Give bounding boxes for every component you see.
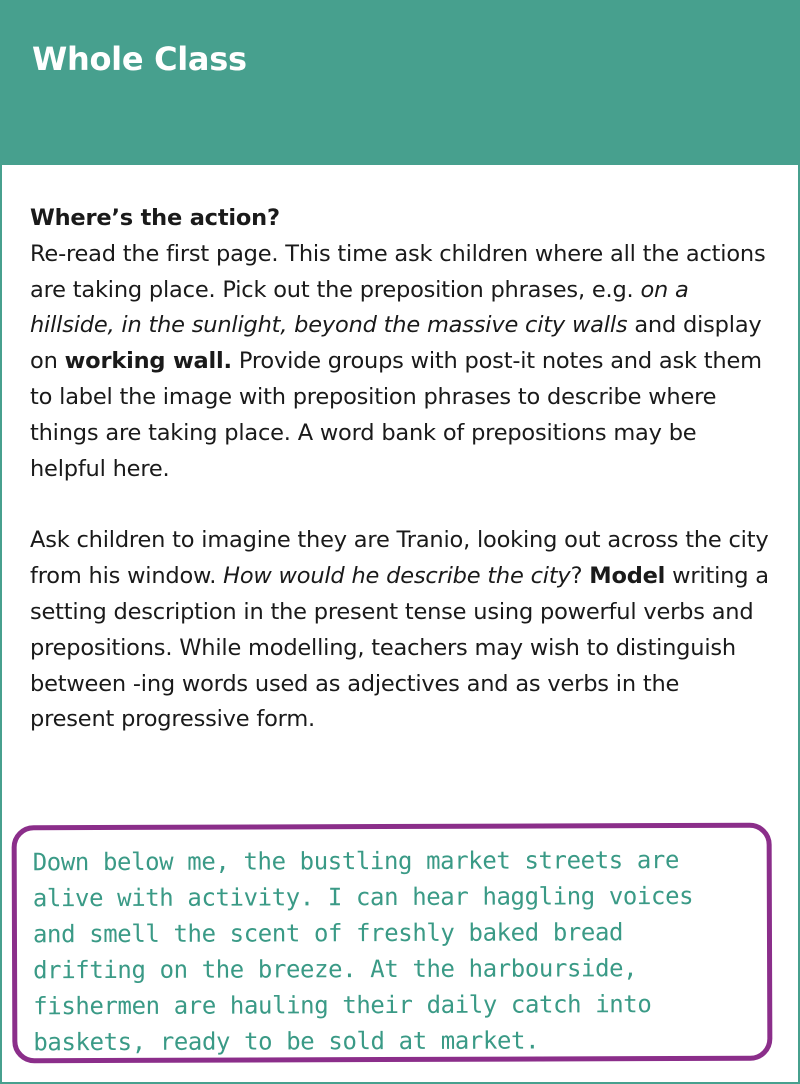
example-line: baskets, ready to be sold at market. (33, 1026, 540, 1057)
card-header (2, 2, 798, 165)
p1-text-c: Provide groups with post-it notes and ask them to label the image with preposition phrases to describe where things are taking place. A word bank of prepositions may be helpful here. (30, 348, 762, 482)
p2-text-a: Ask children to imagine they are Tranio, looking out across the city from his window. (30, 527, 769, 590)
p2-italic-question: How would he describe the city (223, 563, 571, 590)
paragraph-2 (30, 523, 770, 738)
example-line: and smell the scent of freshly baked bread (32, 918, 624, 949)
p1-italic-example: on a hillside, in the sunlight, beyond the massive city walls (30, 276, 689, 339)
p1-text-b: and display on (30, 312, 762, 375)
p2-text-c: writing a setting description in the present tense using powerful verbs and prepositions. While modelling, teachers may wish to distinguish between -ing words used as adjectives and as verbs in the present progressive form. (30, 563, 769, 733)
p1-text-a: Re-read the first page. This time ask children where all the actions are taking place. Pick out the preposition phrases, e.g. (30, 240, 766, 303)
example-line: drifting on the breeze. At the harbourside, (33, 954, 638, 985)
example-line: Down below me, the bustling market streets are (32, 845, 680, 877)
p2-bold-term: Model (589, 563, 666, 590)
p1-bold-term: working wall. (64, 348, 232, 375)
example-box (12, 823, 773, 1064)
paragraph-gap (30, 487, 770, 523)
section-heading: Where’s the action? (30, 205, 280, 231)
example-line: fishermen are hauling their daily catch into (33, 990, 652, 1021)
paragraph-1 (30, 237, 770, 488)
header-title: Whole Class (32, 40, 247, 78)
example-line: alive with activity. I can hear haggling voices (32, 881, 694, 913)
card-content (2, 165, 798, 738)
p2-text-b: ? (570, 563, 590, 590)
